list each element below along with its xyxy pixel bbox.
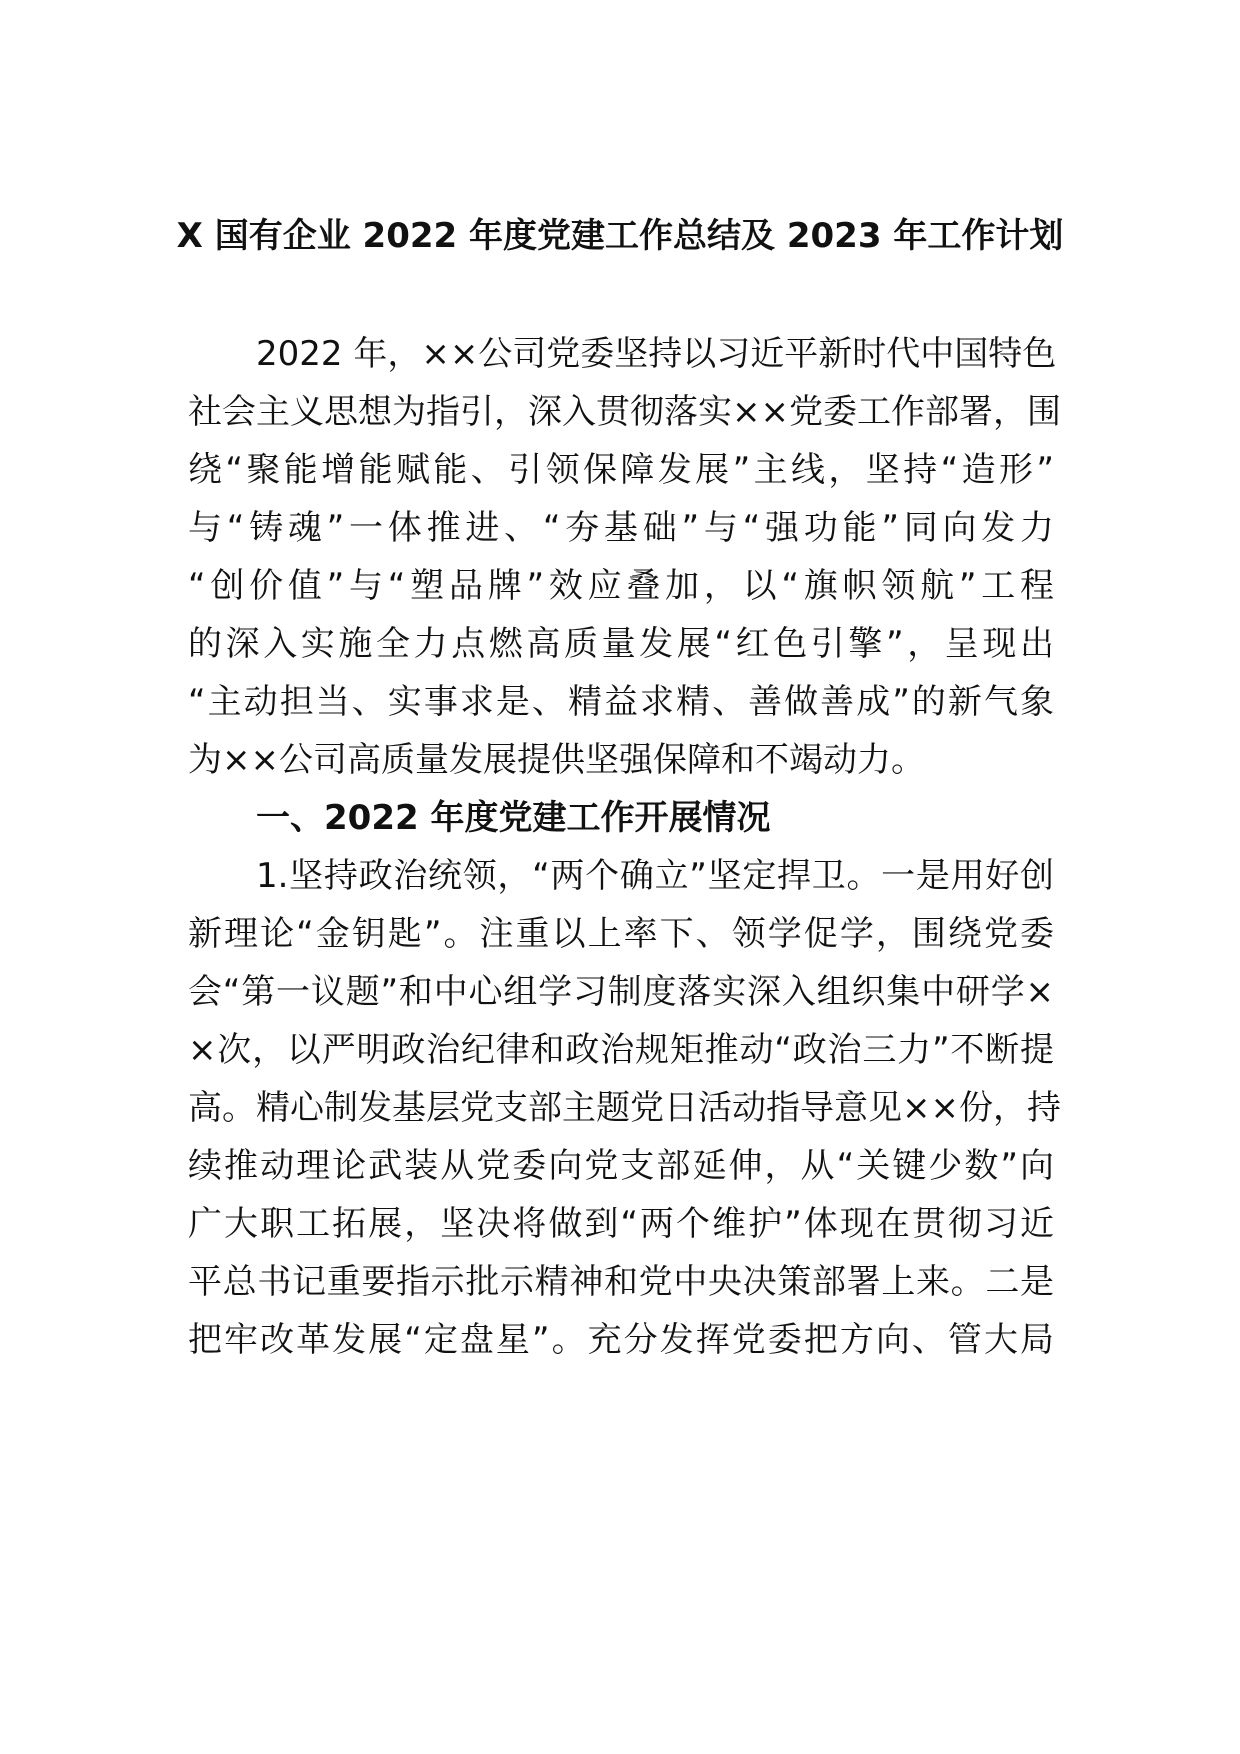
paragraph-2-line: 平总书记重要指示批示精神和党中央决策部署上来。二是 [188, 1262, 1054, 1302]
section-heading: 一、2022 年度党建工作开展情况 [256, 798, 771, 838]
paragraph-2-line: 新理论“金钥匙”。注重以上率下、领学促学，围绕党委 [188, 914, 1054, 954]
paragraph-1-line: 绕“聚能增能赋能、引领保障发展”主线，坚持“造形” [188, 450, 1054, 490]
paragraph-2-line: 广大职工拓展，坚决将做到“两个维护”体现在贯彻习近 [188, 1204, 1054, 1244]
paragraph-1-line: 2022 年，××公司党委坚持以习近平新时代中国特色 [256, 334, 1057, 374]
paragraph-1-line: 为××公司高质量发展提供坚强保障和不竭动力。 [188, 740, 925, 780]
paragraph-1-line: 与“铸魂”一体推进、“夯基础”与“强功能”同向发力 [188, 508, 1054, 548]
paragraph-2-line: 续推动理论武装从党委向党支部延伸，从“关键少数”向 [188, 1146, 1054, 1186]
paragraph-2-line: ×次，以严明政治纪律和政治规矩推动“政治三力”不断提 [188, 1030, 1054, 1070]
paragraph-2-line: 1.坚持政治统领，“两个确立”坚定捍卫。一是用好创 [256, 856, 1054, 896]
paragraph-1-line: “创价值”与“塑品牌”效应叠加，以“旗帜领航”工程 [188, 566, 1054, 606]
paragraph-1-line: “主动担当、实事求是、精益求精、善做善成”的新气象 [188, 682, 1054, 722]
paragraph-1-line: 社会主义思想为指引，深入贯彻落实××党委工作部署，围 [188, 392, 1061, 432]
paragraph-1-line: 的深入实施全力点燃高质量发展“红色引擎”，呈现出 [188, 624, 1054, 664]
paragraph-2-line: 把牢改革发展“定盘星”。充分发挥党委把方向、管大局 [188, 1320, 1054, 1360]
paragraph-2-line: 高。精心制发基层党支部主题党日活动指导意见××份，持 [188, 1088, 1061, 1128]
document-title: X 国有企业 2022 年度党建工作总结及 2023 年工作计划 [176, 216, 1064, 256]
paragraph-2-line: 会“第一议题”和中心组学习制度落实深入组织集中研学× [188, 972, 1054, 1012]
